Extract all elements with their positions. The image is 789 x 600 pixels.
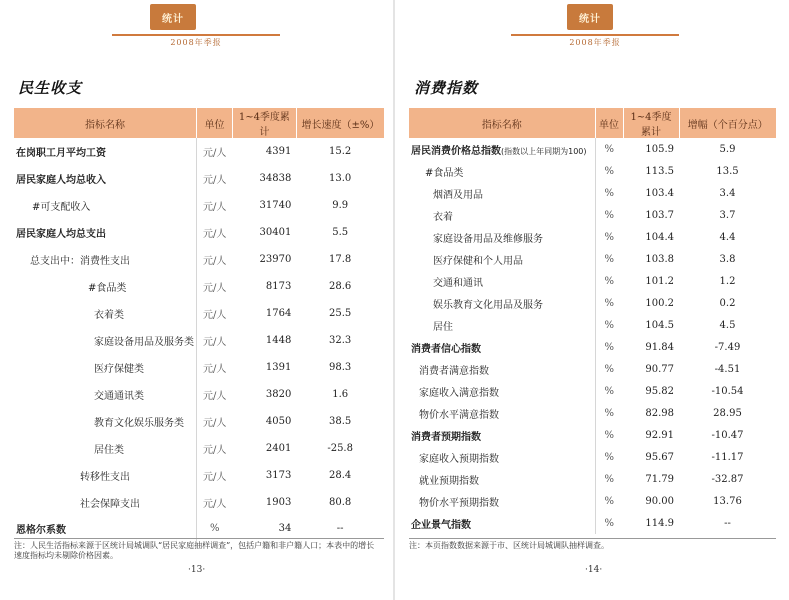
row-unit: % (595, 314, 623, 336)
row-value: 31740 (259, 200, 292, 211)
row-label-text: 交通通讯类 (94, 391, 144, 402)
row-label (409, 314, 595, 336)
income-table-row (14, 246, 384, 273)
row-change: 13.5 (716, 165, 739, 177)
consumption-table-row (409, 424, 776, 446)
row-label-text: 居住类 (94, 445, 124, 456)
consumption-table-row (409, 138, 776, 160)
row-change: 15.2 (329, 146, 352, 157)
row-unit: 元/人 (197, 327, 233, 354)
row-label-text: 交通和通讯 (433, 277, 483, 289)
row-unit: % (595, 512, 623, 534)
consumption-table-row (409, 204, 776, 226)
row-label (14, 192, 197, 219)
row-label-text: 消费者预期指数 (411, 431, 481, 443)
row-label-text: 衣着类 (94, 310, 124, 321)
row-change: 38.5 (329, 416, 352, 427)
row-label-text: 家庭设备用品及服务类 (94, 337, 194, 348)
row-label (409, 358, 595, 380)
row-label (409, 248, 595, 270)
consumption-table-row (409, 380, 776, 402)
row-label (409, 490, 595, 512)
row-unit: 元/人 (197, 408, 233, 435)
row-label (409, 512, 595, 534)
section-title-consumption: 消费指数 (414, 79, 479, 97)
row-value: 8173 (265, 281, 292, 292)
row-unit: % (595, 468, 623, 490)
row-label (409, 380, 595, 402)
row-value: 2401 (265, 443, 292, 454)
row-label-text: 消费者信心指数 (411, 343, 481, 355)
col-header-unit: 单位 (595, 108, 623, 138)
row-value: 104.4 (645, 231, 674, 243)
row-unit: % (595, 336, 623, 358)
income-table-row (14, 273, 384, 300)
row-value: 103.4 (645, 187, 674, 199)
section-title-income: 民生收支 (18, 79, 83, 97)
row-unit: 元/人 (197, 165, 233, 192)
row-label-text: 恩格尔系数 (16, 525, 66, 536)
row-change: 25.5 (329, 308, 352, 319)
consumption-table-row (409, 182, 776, 204)
page-number-left: ·13· (188, 565, 206, 575)
row-label (14, 219, 197, 246)
row-label-note: (指数以上年同期为100) (501, 146, 587, 156)
row-label (409, 138, 595, 160)
row-value: 95.67 (645, 451, 674, 463)
consumption-table-row (409, 490, 776, 512)
header-logo (567, 4, 613, 30)
row-unit: 元/人 (197, 489, 233, 516)
row-change: 80.8 (329, 497, 352, 508)
row-unit: % (595, 248, 623, 270)
row-change: 28.95 (713, 407, 742, 419)
row-label-text: #食品类 (88, 283, 127, 294)
row-change: 4.5 (719, 319, 736, 331)
row-unit: % (595, 490, 623, 512)
row-change: -11.17 (711, 451, 744, 463)
consumption-table-row (409, 336, 776, 358)
row-label (14, 381, 197, 408)
income-table (14, 108, 384, 541)
row-change: 5.9 (719, 143, 736, 155)
row-change: -4.51 (714, 363, 741, 375)
row-unit: % (595, 292, 623, 314)
row-label (14, 246, 197, 273)
row-label (409, 468, 595, 490)
row-label-text: 居民消费价格总指数 (411, 145, 501, 157)
row-unit: % (595, 402, 623, 424)
income-table-row (14, 300, 384, 327)
row-change: 1.2 (719, 275, 736, 287)
income-table-row (14, 219, 384, 246)
row-value: 90.00 (645, 495, 674, 507)
row-unit: 元/人 (197, 381, 233, 408)
consumption-table-row (409, 314, 776, 336)
row-change: 3.7 (719, 209, 736, 221)
row-label-text: 就业预期指数 (419, 475, 479, 487)
row-change: 0.2 (719, 297, 736, 309)
consumption-table-row (409, 512, 776, 534)
row-value: 92.91 (645, 429, 674, 441)
row-change: 5.5 (332, 227, 349, 238)
row-label (409, 226, 595, 248)
row-value: 30401 (259, 227, 292, 238)
row-value: 95.82 (645, 385, 674, 397)
consumption-table-row (409, 446, 776, 468)
row-label (14, 165, 197, 192)
income-table-row (14, 489, 384, 516)
row-value: 23970 (259, 254, 292, 265)
row-change: 32.3 (329, 335, 352, 346)
col-header-name: 指标名称 (409, 108, 595, 138)
row-unit: % (595, 226, 623, 248)
row-label (409, 424, 595, 446)
footnote-consumption: 注：本页指数数据来源于市、区统计局城调队抽样调查。 (409, 541, 609, 550)
row-change: 13.76 (713, 495, 742, 507)
row-label-text: 物价水平满意指数 (419, 409, 499, 421)
row-unit: 元/人 (197, 273, 233, 300)
row-label-text: 家庭设备用品及维修服务 (433, 233, 543, 245)
row-label (409, 402, 595, 424)
row-label (409, 446, 595, 468)
row-value: 91.84 (645, 341, 674, 353)
row-unit: 元/人 (197, 354, 233, 381)
row-label (409, 270, 595, 292)
logo-text: 统计 (162, 13, 184, 25)
header-rule (112, 34, 280, 36)
header-subtitle: 2008年季报 (569, 38, 621, 47)
row-change: 1.6 (332, 389, 349, 400)
row-change: -10.47 (711, 429, 744, 441)
row-unit: % (595, 380, 623, 402)
row-change: 3.4 (719, 187, 736, 199)
row-change: 98.3 (329, 362, 352, 373)
row-label-text: #食品类 (425, 167, 464, 179)
footnote-rule (14, 538, 384, 539)
row-change: 28.6 (329, 281, 352, 292)
row-label-text: 娱乐教育文化用品及服务 (433, 299, 543, 311)
row-label (14, 300, 197, 327)
row-unit: % (595, 270, 623, 292)
row-unit: % (595, 204, 623, 226)
row-label (14, 138, 197, 165)
consumption-table (409, 108, 776, 534)
row-change: 9.9 (332, 200, 349, 211)
income-table-row (14, 408, 384, 435)
row-unit: % (595, 182, 623, 204)
row-label-text: #可支配收入 (32, 202, 91, 213)
row-label (409, 204, 595, 226)
row-label (14, 273, 197, 300)
row-value: 34 (278, 523, 292, 534)
income-table-row (14, 138, 384, 165)
row-value: 113.5 (645, 165, 674, 177)
income-table-row (14, 354, 384, 381)
row-value: 82.98 (645, 407, 674, 419)
row-value: 103.8 (645, 253, 674, 265)
row-label-text: 医疗保健和个人用品 (433, 255, 523, 267)
row-value: 104.5 (645, 319, 674, 331)
income-table-row (14, 462, 384, 489)
right-page (395, 0, 789, 600)
row-change: -10.54 (711, 385, 744, 397)
row-unit: % (595, 138, 623, 160)
row-label-text: 家庭收入预期指数 (419, 453, 499, 465)
consumption-table-row (409, 358, 776, 380)
income-table-row (14, 435, 384, 462)
row-unit: 元/人 (197, 300, 233, 327)
consumption-table-row (409, 248, 776, 270)
income-table-row (14, 327, 384, 354)
row-change: 13.0 (329, 173, 352, 184)
income-table-row (14, 165, 384, 192)
row-value: 34838 (259, 173, 292, 184)
row-change: -25.8 (327, 443, 353, 454)
row-label-text: 教育文化娱乐服务类 (94, 418, 184, 429)
row-label (14, 435, 197, 462)
row-label-text: 医疗保健类 (94, 364, 144, 375)
row-value: 4391 (265, 146, 292, 157)
income-table-row (14, 192, 384, 219)
footnote-rule (409, 538, 776, 539)
row-label-text: 消费者满意指数 (419, 365, 489, 377)
row-change: -32.87 (711, 473, 744, 485)
row-unit: % (595, 358, 623, 380)
row-unit: 元/人 (197, 219, 233, 246)
row-unit: 元/人 (197, 435, 233, 462)
header-rule (511, 34, 679, 36)
row-value: 1764 (265, 308, 292, 319)
row-change: 4.4 (719, 231, 736, 243)
row-label-text: 居民家庭人均总收入 (16, 175, 106, 186)
row-value: 105.9 (645, 143, 674, 155)
income-table-header (14, 108, 384, 138)
footnote-income: 注：人民生活指标来源于区统计局城调队“居民家庭抽样调查”，包括户籍和非户籍人口；本表中的增长速度指标均未剔除价格因素。 (14, 541, 375, 560)
col-header-value: 1~4季度累计 (232, 108, 296, 138)
row-unit: 元/人 (197, 246, 233, 273)
row-value: 90.77 (645, 363, 674, 375)
consumption-table-header (409, 108, 776, 138)
row-label-text: 总支出中：消费性支出 (30, 256, 130, 267)
row-label-text: 在岗职工月平均工资 (16, 148, 106, 159)
row-value: 1903 (265, 497, 292, 508)
row-label-text: 居住 (433, 321, 453, 333)
row-value: 1391 (265, 362, 292, 373)
row-label (409, 292, 595, 314)
row-label-text: 企业景气指数 (411, 519, 471, 531)
logo-text: 统计 (579, 13, 601, 25)
row-label-text: 转移性支出 (80, 472, 130, 483)
consumption-table-row (409, 160, 776, 182)
row-label (409, 336, 595, 358)
col-header-unit: 单位 (197, 108, 233, 138)
row-label (14, 489, 197, 516)
header-logo (150, 4, 196, 30)
row-label (14, 408, 197, 435)
row-value: 3820 (265, 389, 292, 400)
row-value: 4050 (265, 416, 292, 427)
row-unit: % (595, 446, 623, 468)
row-value: 114.9 (645, 517, 674, 529)
row-unit: 元/人 (197, 192, 233, 219)
consumption-table-row (409, 292, 776, 314)
row-change: 17.8 (329, 254, 352, 265)
row-label (14, 462, 197, 489)
row-value: 101.2 (645, 275, 674, 287)
row-value: 71.79 (645, 473, 674, 485)
row-label (14, 354, 197, 381)
header-subtitle: 2008年季报 (170, 38, 222, 47)
row-label-text: 物价水平预期指数 (419, 497, 499, 509)
row-unit: % (595, 424, 623, 446)
income-table-row (14, 381, 384, 408)
row-value: 103.7 (645, 209, 674, 221)
row-value: 100.2 (645, 297, 674, 309)
row-label-text: 衣着 (433, 211, 453, 223)
row-value: 3173 (265, 470, 292, 481)
row-unit: % (595, 160, 623, 182)
left-page (0, 0, 394, 600)
consumption-table-row (409, 270, 776, 292)
row-change: -- (724, 517, 731, 529)
row-label (409, 160, 595, 182)
page-number-right: ·14· (585, 565, 603, 575)
row-change: 3.8 (719, 253, 736, 265)
consumption-table-row (409, 468, 776, 490)
row-change: -- (336, 523, 344, 534)
consumption-table-row (409, 226, 776, 248)
col-header-name: 指标名称 (14, 108, 197, 138)
consumption-table-row (409, 402, 776, 424)
row-change: 28.4 (329, 470, 352, 481)
row-label-text: 家庭收入满意指数 (419, 387, 499, 399)
row-value: 1448 (265, 335, 292, 346)
row-unit: % (197, 516, 233, 541)
row-label-text: 居民家庭人均总支出 (16, 229, 106, 240)
col-header-value: 1~4季度累计 (623, 108, 679, 138)
row-label-text: 烟酒及用品 (433, 189, 483, 201)
row-label-text: 社会保障支出 (80, 499, 140, 510)
row-change: -7.49 (714, 341, 741, 353)
row-label (409, 182, 595, 204)
row-unit: 元/人 (197, 462, 233, 489)
col-header-change: 增长速度（±%） (296, 108, 384, 138)
row-unit: 元/人 (197, 138, 233, 165)
col-header-change: 增幅（个百分点） (679, 108, 776, 138)
row-label (14, 327, 197, 354)
